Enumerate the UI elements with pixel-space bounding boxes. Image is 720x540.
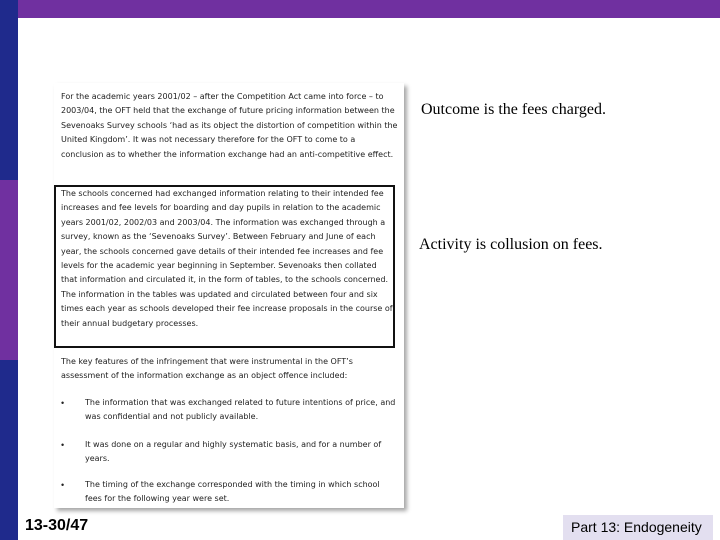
- document-excerpt: [54, 83, 404, 508]
- bullet-text: The information that was exchanged related to future intentions of price, and was confidential and not publicly available.: [85, 398, 396, 422]
- left-accent-bar: [0, 0, 18, 540]
- top-accent-bar: [0, 0, 720, 18]
- bullet-item: [61, 478, 399, 507]
- note-outcome: Outcome is the fees charged.: [421, 101, 606, 118]
- note-activity: Activity is collusion on fees.: [419, 236, 603, 253]
- bullet-text: It was done on a regular and highly systematic basis, and for a number of years.: [85, 440, 382, 464]
- bullet-icon: •: [61, 480, 65, 490]
- bullet-text: The timing of the exchange corresponded with the timing in which school fees for the following year were set.: [85, 480, 380, 504]
- bullet-icon: •: [61, 398, 65, 408]
- bullet-item: [61, 396, 399, 425]
- left-bar-segment: [0, 180, 18, 360]
- paragraph-highlighted: The schools concerned had exchanged information relating to their intended fee increases and fee levels for boarding and day pupils in relation to the academic years 2001/02, 2002/03 and 2003/04. The information was exchanged through a survey, known as the ‘Sevenoaks Survey’. Between February and June of each year, the schools concerned gave details of their intended fee increases and fee levels for the academic year beginning in September. Sevenoaks then collated that information and circulated it, in the form of tables, to the schools concerned. The information in the tables was updated and circulated between four and six times each year as schools developed their fee increase proposals in the course of their annual budgetary processes.: [61, 189, 393, 328]
- bullet-icon: •: [61, 440, 65, 450]
- left-bar-segment: [0, 0, 18, 180]
- bullet-item: [61, 438, 399, 467]
- footer-text: Part 13: Endogeneity: [571, 519, 702, 535]
- footer-label: [563, 515, 713, 540]
- paragraph-intro: For the academic years 2001/02 – after the Competition Act came into force – to 2003/04, the OFT held that the exchange of future pricing information between the Sevenoaks Survey schools ‘had as its object the distortion of competition within the United Kingdom’. It was not necessary therefore for the OFT to come to a conclusion as to whether the information exchange had an anti-competitive effect.: [61, 92, 398, 159]
- left-bar-segment: [0, 360, 18, 540]
- highlight-box: [54, 185, 395, 348]
- slide-number: 13-30/47: [25, 517, 89, 534]
- paragraph-key-features: The key features of the infringement that were instrumental in the OFT’s assessment of the information exchange as an object offence included:: [61, 357, 353, 381]
